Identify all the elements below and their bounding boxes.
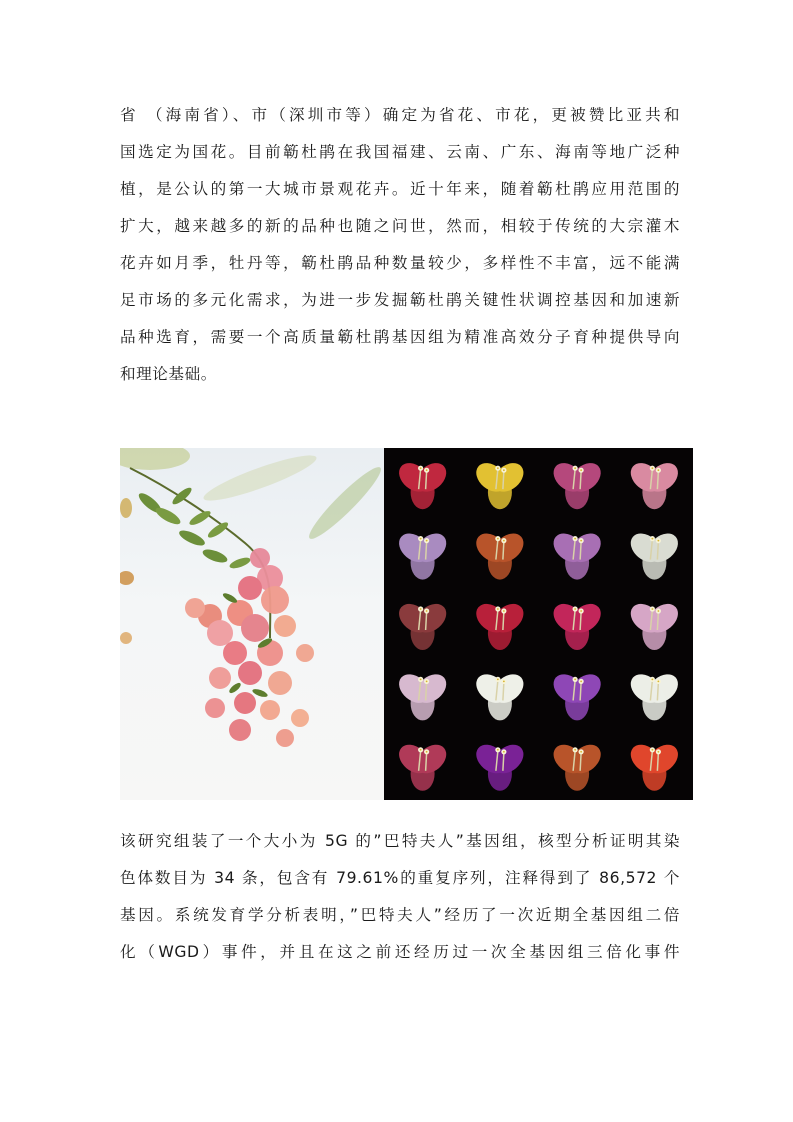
variety-flower-icon: [471, 528, 529, 580]
variety-flower-icon: [393, 457, 451, 509]
body-paragraph-intro: [120, 97, 680, 393]
variety-flower-icon: [471, 457, 529, 509]
paragraph-line: 植，是公认的第一大城市景观花卉。近十年来，随着簕杜鹃应用范围的: [120, 180, 680, 198]
variety-flower-icon: [393, 598, 451, 650]
paragraph-line: 花卉如月季，牡丹等，簕杜鹃品种数量较少，多样性不丰富，远不能满: [120, 254, 680, 272]
variety-flower-icon: [471, 668, 529, 720]
paragraph-line: 足市场的多元化需求，为进一步发掘簕杜鹃关键性状调控基因和加速新: [120, 291, 680, 309]
body-paragraph-genome: [120, 823, 680, 971]
variety-flower-icon: [471, 739, 529, 791]
bougainvillea-figure: [120, 448, 693, 800]
variety-flower-icon: [625, 739, 683, 791]
paragraph-line: 品种选育，需要一个高质量簕杜鹃基因组为精准高效分子育种提供导向: [120, 328, 680, 346]
paragraph-line: 基因。系统发育学分析表明，”巴特夫人”经历了一次近期全基因组二倍: [120, 906, 680, 924]
variety-flower-icon: [625, 528, 683, 580]
variety-flower-icon: [393, 668, 451, 720]
variety-flower-icon: [625, 598, 683, 650]
bougainvillea-branch-illustration: [120, 448, 384, 800]
variety-flower-icon: [625, 668, 683, 720]
variety-flower-icon: [548, 598, 606, 650]
bougainvillea-varieties-grid-icon: [384, 448, 693, 800]
variety-grid-svg: [384, 448, 693, 800]
paragraph-line: 和理论基础。: [120, 365, 217, 383]
paragraph-line: 该研究组装了一个大小为 5G 的”巴特夫人”基因组，核型分析证明其染: [120, 832, 680, 850]
paragraph-line: 省 （海南省）、市（深圳市等）确定为省花、市花，更被赞比亚共和: [120, 106, 680, 124]
bougainvillea-branch-photo-icon: [120, 448, 384, 800]
variety-flower-icon: [471, 598, 529, 650]
paragraph-line: 扩大，越来越多的新的品种也随之问世，然而，相较于传统的大宗灌木: [120, 217, 680, 235]
variety-flower-icon: [393, 528, 451, 580]
variety-flower-icon: [548, 668, 606, 720]
paragraph-line: 色体数目为 34 条，包含有 79.61%的重复序列，注释得到了 86,572 个: [120, 869, 680, 887]
variety-flower-icon: [393, 739, 451, 791]
paragraph-line: 化（WGD）事件，并且在这之前还经历过一次全基因组三倍化事件: [120, 943, 680, 961]
variety-flower-icon: [625, 457, 683, 509]
variety-flower-icon: [548, 739, 606, 791]
variety-flower-icon: [548, 528, 606, 580]
variety-flower-icon: [548, 457, 606, 509]
paragraph-line: 国选定为国花。目前簕杜鹃在我国福建、云南、广东、海南等地广泛种: [120, 143, 680, 161]
